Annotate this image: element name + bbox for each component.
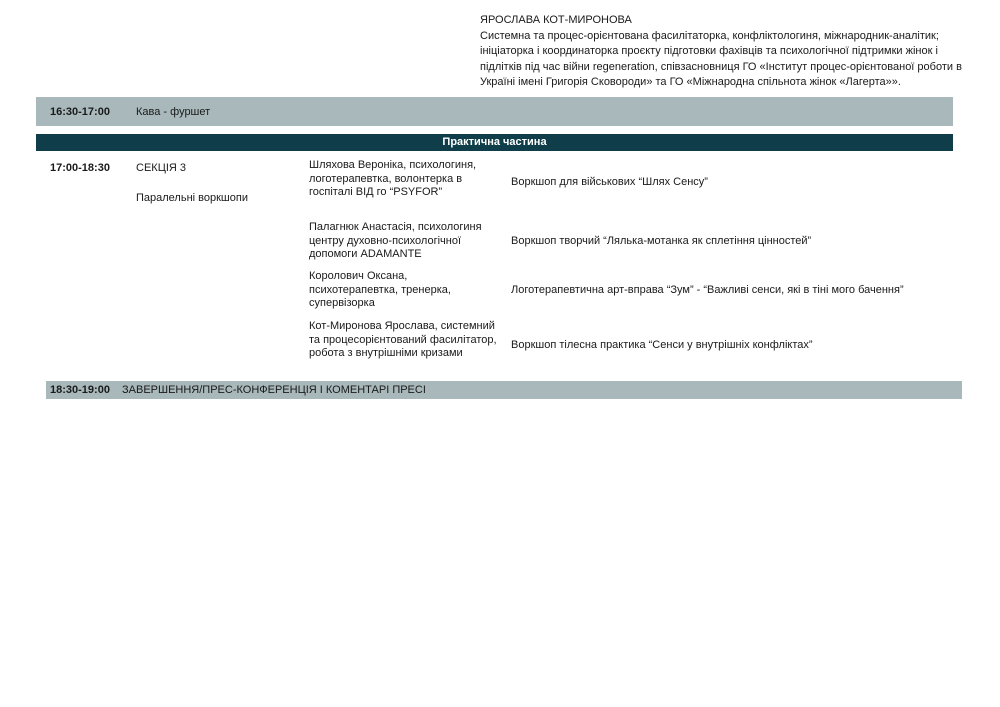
coffee-break-label: Кава - фуршет [136,105,211,118]
workshop-title: Воркшоп творчий “Лялька-мотанка як сплетіння цінностей” [511,235,812,247]
speaker-name: ЯРОСЛАВА КОТ-МИРОНОВА [480,14,632,26]
speaker-block [480,13,980,91]
closing-time: 18:30-19:00 [50,384,110,396]
section-3-subtitle: Паралельні воркшопи [136,192,248,204]
workshop-speaker: Палагнюк Анастасія, психологиня центру духовно-психологічної допомоги ADAMANTE [309,221,482,260]
workshop-speaker: Шляхова Вероніка, психологиня, логотерапевтка, волонтерка в госпіталі ВІД го “PSYFOR” [309,159,477,198]
speaker-bio: Системна та процес-орієнтована фасилітаторка, конфліктологиня, міжнародник-аналітик; ініціаторка і координаторка проєкту підготовки фахівців та психологічної підтримки жінок і підлітків під час війни regeneration, співзасновниця ГО «Інститут процес-орієнтованої роботи в Україні імені Григорія Сковороди» та ГО «Міжнародна спільнота жінок «Лагерта»». [480,29,962,88]
coffee-break-time: 16:30-17:00 [50,105,110,118]
workshop-title: Воркшоп тілесна практика “Сенси у внутрішніх конфліктах” [511,339,813,351]
section-3-time: 17:00-18:30 [50,162,110,174]
workshop-title: Логотерапевтична арт-вправа “Зум” - “Важливі сенси, які в тіні мого бачення” [511,284,904,296]
practical-section-header: Практична частина [36,134,953,151]
workshop-title: Воркшоп для військових “Шлях Сенсу” [511,176,708,188]
section-3-name: СЕКЦІЯ 3 [136,162,186,174]
closing-label: ЗАВЕРШЕННЯ/ПРЕС-КОНФЕРЕНЦІЯ І КОМЕНТАРІ ПРЕСІ [122,384,426,396]
coffee-break-row [36,97,953,126]
workshop-speaker: Королович Оксана, психотерапевтка, тренерка, супервізорка [309,270,451,309]
closing-row [46,381,962,399]
workshop-speaker: Кот-Миронова Ярослава, системний та процесорієнтований фасилітатор, робота з внутрішніми кризами [309,320,497,359]
